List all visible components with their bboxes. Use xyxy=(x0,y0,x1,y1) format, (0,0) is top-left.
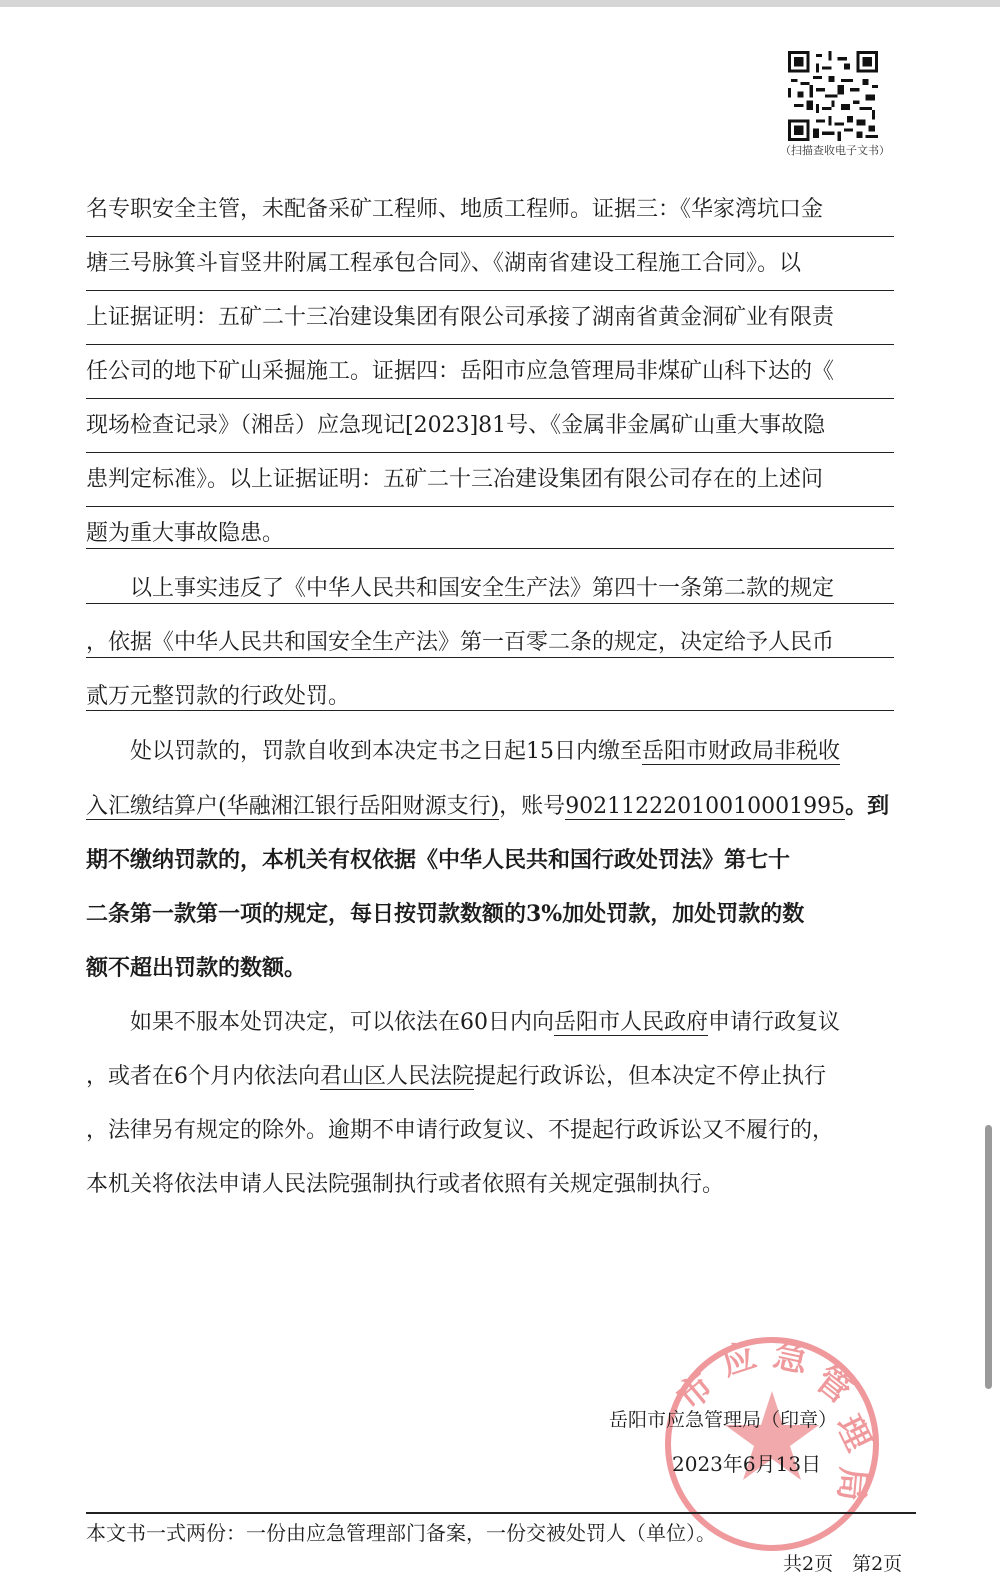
body-line: 现场检查记录》（湘岳）应急现记[2023]81号、《金属非金属矿山重大事故隐 xyxy=(86,413,826,438)
violation-line: ，依据《中华人民共和国安全生产法》第一百零二条的规定，决定给予人民币 xyxy=(86,630,835,655)
fill-line xyxy=(86,710,894,711)
payment-line-2 xyxy=(86,788,889,824)
account-number: 90211222010010001995 xyxy=(565,794,846,819)
appeal-text: 提起行政诉讼，但本决定不停止执行 xyxy=(474,1064,827,1089)
body-line: 任公司的地下矿山采掘施工。证据四：岳阳市应急管理局非煤矿山科下达的《 xyxy=(86,359,835,384)
page-count: 共2页 第2页 xyxy=(783,1553,903,1575)
payee-bank: 入汇缴结算户(华融湘江银行岳阳财源支行) xyxy=(86,794,500,819)
payee-account-name: 岳阳市财政局非税收 xyxy=(642,739,841,764)
svg-text:市: 市 xyxy=(669,1365,722,1419)
footer-divider xyxy=(86,1512,916,1514)
issue-date: 2023年6月13日 xyxy=(672,1452,822,1476)
fill-line xyxy=(86,290,894,291)
appeal-text: ，或者在6个月内依法向 xyxy=(86,1064,320,1089)
fill-line xyxy=(86,603,894,604)
fill-line xyxy=(86,657,894,658)
svg-text:局: 局 xyxy=(830,1465,874,1503)
qr-code-image xyxy=(788,51,878,141)
body-line: 患判定标准》。以上证据证明：五矿二十三冶建设集团有限公司存在的上述问 xyxy=(86,467,824,492)
appeal-line-4: 本机关将依法申请人民法院强制执行或者依照有关规定强制执行。 xyxy=(86,1172,725,1197)
fill-line xyxy=(86,344,894,345)
court-name: 君山区人民法院 xyxy=(320,1064,475,1089)
qr-caption: （扫描查收电子文书） xyxy=(780,144,890,157)
fill-line xyxy=(86,506,894,507)
payment-line-1 xyxy=(130,734,840,770)
fill-line xyxy=(86,236,894,237)
appeal-text: 如果不服本处罚决定，可以依法在60日内向 xyxy=(130,1010,554,1035)
scrollbar-thumb[interactable] xyxy=(985,1125,992,1389)
svg-text:理: 理 xyxy=(827,1409,879,1458)
body-line: 名专职安全主管，未配备采矿工程师、地质工程师。证据三：《华家湾坑口金 xyxy=(86,197,824,222)
appeal-line-3: ，法律另有规定的除外。逾期不申请行政复议、不提起行政诉讼又不履行的， xyxy=(86,1118,835,1143)
appeal-line-1 xyxy=(130,1005,840,1041)
body-line: 上证据证明：五矿二十三冶建设集团有限公司承接了湖南省黄金洞矿业有限责 xyxy=(86,305,835,330)
svg-text:急: 急 xyxy=(769,1335,812,1382)
body-line: 塘三号脉箕斗盲竖井附属工程承包合同》、《湖南省建设工程施工合同》。以 xyxy=(86,251,802,276)
appeal-text: 申请行政复议 xyxy=(708,1010,841,1035)
violation-line: 贰万元整罚款的行政处罚。 xyxy=(86,684,351,709)
fill-line xyxy=(86,398,894,399)
footer-note: 本文书一式两份：一份由应急管理部门备案，一份交被处罚人（单位）。 xyxy=(86,1521,716,1545)
svg-text:管: 管 xyxy=(807,1359,859,1412)
violation-line: 以上事实违反了《中华人民共和国安全生产法》第四十一条第二款的规定 xyxy=(130,576,835,601)
late-fee-line: 期不缴纳罚款的，本机关有权依据《中华人民共和国行政处罚法》第七十 xyxy=(86,847,791,873)
body-line: 题为重大事故隐患。 xyxy=(86,521,285,546)
late-fee-line: 二条第一款第一项的规定，每日按罚款数额的3%加处罚款，加处罚款的数 xyxy=(86,901,805,927)
late-fee-line: 额不超出罚款的数额。 xyxy=(86,955,307,981)
payment-text-bold: 。到 xyxy=(845,793,890,819)
appeal-line-2 xyxy=(86,1059,826,1095)
svg-text:应: 应 xyxy=(716,1335,762,1385)
payment-text: 处以罚款的，罚款自收到本决定书之日起15日内缴至 xyxy=(130,739,642,764)
fill-line xyxy=(86,452,894,453)
fill-line xyxy=(86,548,894,549)
top-bar xyxy=(0,0,1000,7)
payment-text: ，账号 xyxy=(499,794,566,819)
review-authority: 岳阳市人民政府 xyxy=(554,1010,709,1035)
issuing-authority: 岳阳市应急管理局（印章） xyxy=(609,1409,838,1431)
